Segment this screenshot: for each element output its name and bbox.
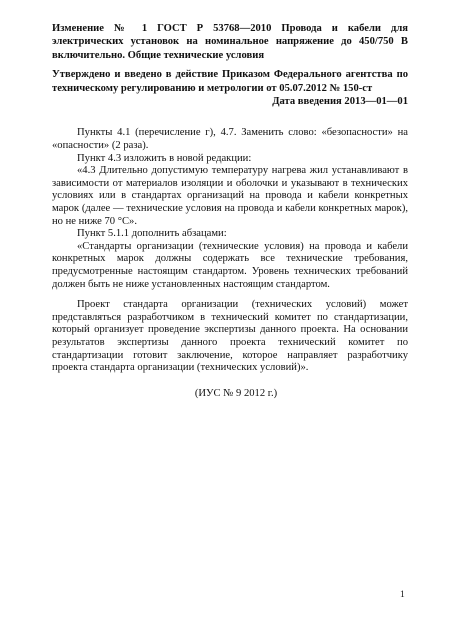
source-reference: (ИУС № 9 2012 г.) <box>194 387 278 399</box>
document-page <box>52 22 408 409</box>
amendment-body <box>52 127 408 374</box>
paragraph-new-edition-intro: Пункт 4.3 изложить в новой редакции: <box>77 152 252 164</box>
paragraph-supplement-intro: Пункт 5.1.1 дополнить абзацами: <box>77 228 227 240</box>
paragraph-organization-standards: «Стандарты организации (технические условия) на провода и кабели конкретных марок должны содержать все технические требования, предусмотренные настоящим стандартом. Уровень технических требований должен быть не ниже установленных настоящим стандартом. <box>52 240 408 290</box>
approval-statement: Утверждено и введено в действие Приказом Федерального агентства по техническому регулированию и метрологии от 05.07.2012 № 150-ст <box>52 69 408 94</box>
page-number: 1 <box>400 590 405 600</box>
effective-date: Дата введения 2013—01—01 <box>272 96 408 108</box>
paragraph-clause-4-3: «4.3 Длительно допустимую температуру нагрева жил устанавливают в зависимости от материалов изоляции и оболочки и указывают в технических условиях или в стандартах организаций на провода и кабели конкретных марок (далее — технические условия на провода и кабели конкретных марок), но не ниже 70 °С». <box>52 165 408 227</box>
amendment-title: Изменение № 1 ГОСТ Р 53768—2010 Провода и кабели для электрических установок на номинальное напряжение до 450/750 В включительно. Общие технические условия <box>52 23 408 61</box>
paragraph-replace-word: Пункты 4.1 (перечисление г), 4.7. Заменить слово: «безопасности» на «опасности» (2 раза). <box>52 127 408 152</box>
paragraph-draft-standard: Проект стандарта организации (технических условий) может представляться разработчиком в технический комитет по стандартизации, который организует проведение экспертизы данного проекта. На основании результатов экспертизы данного проекта технический комитет по стандартизации готовит заключение, которое направляет разработчику проекта стандарта организации (технических условий)». <box>52 299 408 374</box>
